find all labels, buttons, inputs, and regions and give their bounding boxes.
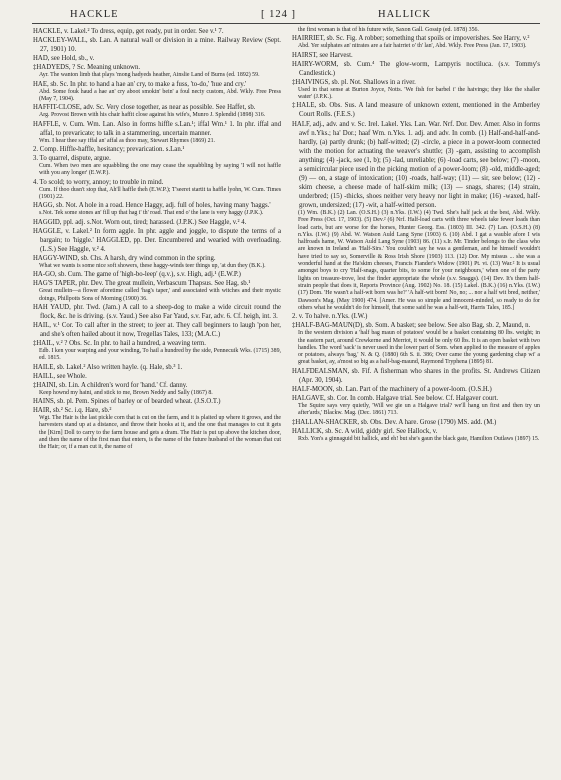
dictionary-entry: ‡HAIL, v.² ? Obs. Sc. In phr. to hail a hundred, a weaving term. <box>33 339 206 347</box>
dictionary-entry: HACKLE, v. Lakel.² To dress, equip, get ready, put in order. See v.¹ 7. <box>33 28 224 35</box>
dictionary-entry: ‡HALLAN-SHACKER, sb. Obs. Dev. A hare. Grose (1790) MS. add. (M.) <box>292 418 497 426</box>
dictionary-entry: HAIL, v.¹ Cor. To call after in the street; to jeer at. They call beginners to laugh 'pon her, and she's often hailed about it now, Tregellas Tales, 133; (M.A.C.) <box>33 321 281 338</box>
dictionary-entry: 2. Comp. Hiffle-haffle, hesitancy; prevarication. s.Lan.¹ <box>33 145 185 153</box>
dictionary-entry: HAG'S TAPER, phr. Dev. The great mullein, Verbascum Thapsus. See Hag, sb.¹ <box>33 280 251 288</box>
citation-quote: s.Not. Tek some stones an' fill up that hag i' th' road. That end o' the lane is very haggy (J.P.K.). <box>39 210 264 217</box>
dictionary-entry: HALGAVE, sb. Cor. In comb. Halgave trial. See below. Cf. Halgaver court. <box>292 394 499 402</box>
dictionary-entry: ‡HAIVINGS, sb. pl. Not. Shallows in a river. <box>292 78 416 86</box>
citation-quote: Abd. Some fouk haud a hae an' cry aboot smokin' bein' a foul necty custom, Abd. Wkly. Free Press (May 7, 1904). <box>39 88 281 102</box>
citation-quote: What we wants is some nice soft showers, these haggy-winds teer things up, 'at dun they (B.K.). <box>39 262 266 269</box>
header-right-guideword: HALLICK <box>378 9 432 20</box>
citation-quote: Great mullein—a flower aforetime called 'hag's taper,' and associated with witches and their mystic doings, Phillpotts Sons of Morning (1900) 36. <box>39 288 281 302</box>
dictionary-entry: HACKLEY-WALL, sb. Lan. A natural wall or division in a mine. Railway Review (Sept. 27, 1901) 10. <box>33 37 281 54</box>
dictionary-entry: HALLICK, sb. Sc. A wild, giddy girl. See Hallock, v. <box>292 427 438 435</box>
citation-quote: Abd. Yer sulphates an' nitrates are a fair hairriet o' th' lan', Abd. Wkly. Free Press (Jan. 17, 1903). <box>298 43 527 50</box>
citation-quote: (1) Wm. (B.K.) (2) Lan. (O.S.H.) (3) n.Yks. (I.W.) (4) Twd. She's half jack at the best, Abd. Wkly. Free Press (Oct. 17, 1903). (5) Dev.² (6) Nrf. Half-load carts with three wheels take fewer loads than load carts, but are worse for the horses, Hunter Georg. Ess. (1803) III. 342. (7) Lan. (O.S.H.) (8) n.Yks. (I.W.) (9) Abd. W. Watson Auld Lang Syne (1903) 6. (10) Abd. I gat a wauble afore I wis halfroads hame, W. Watson Auld Lang Syne (1903) 86. (11) s.Ir. Mr. Tinder belongs to the class who are known in Ireland as 'Half-Sirs.' You couldn't say he was a gentleman, and he himself wouldn't have tried to say so, Somerville & Ross Irish Shore (1903) 113. (12) Dor. My missus ... she was a wonderful hand at the Ha'skim cheeses, Francis Fiander's Widow (1901) Pt. vi. (13) War.² It is usual amongst boys to cry 'Half-snags, quarter bits, to some for your neighbours,' when one of the party lights on treasure-trove, lest the finder appropriate the whole (s.v. Snaggs). (14) Dev. It's them half-strain people that does it, Reports Province (Aug. 1902) No. 18. (15) Lakel. (B.K.) (16) n.Yks. (I.W.) (17) Dom. 'He wasn't a half-wit born was he?' 'A half-wit born! No, no; ... nor a half wit bred, neither,' Dawson's Mag. (May 1900) 474. [Amer. He was so simple and innocent-minded, so ready to do for others what he wouldn't do for himself, that some said he was a half-wit, Harris Tales, 185.] <box>298 209 540 311</box>
dictionary-entry: HALF-MOON, sb. Lan. Part of the machinery of a power-loom. (O.S.H.) <box>292 385 492 393</box>
citation-quote: Cum. When two men are squabbling the one may cease the squabbling by saying 'I will not haffle with you any longer' (E.W.P.). <box>39 163 281 177</box>
dictionary-entry: HALF, adj., adv. and v. Sc. Irel. Lakel. Yks. Lan. War. Nrf. Dor. Dev. Amer. Also in forms awf n.Yks.; ha' Dor.; haaf Wm. n.Yks. 1. adj. and adv. In comb. (1) Half-and-half-and-hardly, (a) partly drunk; (b) half-witted; (2) -circle, a piece in a power-loom connected with the motion for actuating the weaver's shuttle; (3) -gam, assisting to accomplish anything; (4) -jack, see (1, b); (5) -lad, unreliable; (6) -load carts, see below; (7) -moon, a semicircular piece used in the picking motion of a power-loom; (8) -old, middle-aged; (9) — on, a stage of intoxication; (10) -roads, half-way; (11) — sir, see below; (12) -skim cheese, a cheese made of half-skim milk; (13) — snags, shares; (14) strain, underbred; (15) -thicks, shoes neither very heavy nor light in make; (16) -waxed, half-grown, undersized; (17) -wit, a half-witted person. <box>292 120 540 209</box>
dictionary-entry: HAD, see Hold, sb., v. <box>33 55 95 63</box>
citation-quote: the first woman is that of his future wife, Saxon Gall. Gossip (ed. 1878) 356. <box>298 27 479 33</box>
dictionary-entry: HAIRY-WORM, sb. Cum.⁴ The glow-worm, Lampyris noctiluca. (s.v. Tommy's Candlestick.) <box>292 60 540 77</box>
citation-quote: The Squire says very quietly, 'Will we gie un a Halgave trial? we'll hang un first and then try un after'ards,' Blackw. Mag. (Dec. 1861) 713. <box>298 402 540 417</box>
dictionary-entry: ‡HALF-BAG-MAUN(D), sb. Som. A basket; see below. See also Bag, sb. 2, Maund, n. <box>292 322 531 330</box>
citation-quote: Used in that sense at Burton Joyce, Notts. 'We fish for barbel i' the haivings; they like the shaller water' (J.P.K.). <box>298 86 540 101</box>
dictionary-entry: HAFFLE, v. Cum. Wm. Lan. Also in forms hiffle s.Lan.¹; iffal Wm.¹ 1. In phr. iffal and affal, to prevaricate; to talk in a stammering, uncertain manner. <box>33 120 281 137</box>
citation-quote: Keep hownd my haini, and stick to me, Brown Neddy and Sally (1867) 8. <box>39 389 213 396</box>
dictionary-entry: HAE, sb. Sc. In phr. to hand a hae an' cry, to make a fuss, 'to-do,' 'hue and cry.' <box>33 80 247 88</box>
dictionary-entry: HAGGLE, v. Lakel.² In form aggle. In phr. aggle and joggle, to dispute the terms of a bargain; to 'higgle.' HAGGLED, pp. Der. Encumbered and wearied with overloading. (L.S.) See Haggle, v.² 4. <box>33 227 281 253</box>
dictionary-entry: HAIRRIET, sb. Sc. Fig. A robber; something that spoils or impoverishes. See Harry, v.² <box>292 35 530 43</box>
right-column <box>292 27 540 443</box>
dictionary-entry: ‡HADYEDS, ? Sc. Meaning unknown. <box>33 64 141 72</box>
citation-quote: Ayr. The wanton limb that plays 'mong hadyeds heather, Ainslie Land of Burns (ed. 1892) 59. <box>39 72 260 79</box>
dictionary-entry: HAGGID, ppl. adj. s.Not. Worn out, tired; harassed. (J.P.K.) See Haggle, v.² 4. <box>33 218 247 226</box>
dictionary-entry: HAGG, sb. Not. A hole in a road. Hence Haggy, adj. full of holes, having many 'haggs.' <box>33 202 271 210</box>
dictionary-entry: 3. To quarrel, dispute, argue. <box>33 154 111 162</box>
dictionary-entry: HAINS, sb. pl. Pem. Spines of barley or of bearded wheat. (J.S.O.T.) <box>33 398 221 406</box>
dictionary-entry: HA-GO, sb. Cum. The game of 'high-bo-leep' (q.v.), s.v. High, adj.¹ (E.W.P.) <box>33 271 241 279</box>
dictionary-entry: HAIRST, see Harvest. <box>292 51 353 59</box>
citation-quote: In the western division a 'half bag maun of potatoes' would be a basket containing 80 lbs. weight; in the eastern part, around Crewkerne and Merriot, it would be only 60 lbs. It is an open basket with two handles. The word 'sack' is never used in the lower part of Som. when applied to the measure of apples or potatoes, always 'bag,' N. & Q. (1880) 6th S. ii. 386; Over came the young gardening chap wi' a great basket, ay, a'most so big as a half-bag-maund, Raymond Tryphena (1895) 81. <box>298 330 540 366</box>
dictionary-entry: HAILL, see Whole. <box>33 372 87 380</box>
running-header <box>0 9 561 23</box>
header-left-guideword: HACKLE <box>70 9 119 20</box>
header-rule <box>32 23 540 24</box>
dictionary-entry: 2. v. To halve. n.Yks. (I.W.) <box>292 313 368 321</box>
citation-quote: Edb. I ken your warping and your winding, To hail a hundred by the side, Pennecuik Wks. (1715) 389, ed. 1815. <box>39 348 281 362</box>
left-column <box>33 27 281 452</box>
dictionary-entry: HALFDEALSMAN, sb. Fif. A fisherman who shares in the profits. St. Andrews Citizen (Apr. 30, 1904). <box>292 367 540 384</box>
citation-quote: Wm. I hear thee say iffal an' affal as thoo may, Stewart Rhymes (1869) 21. <box>39 137 215 144</box>
citation-quote: Arg. Provost Brown with his chair haffit close against his wife's, Munro J. Splendid (1898) 316. <box>39 112 266 119</box>
dictionary-entry: HAH YAUD, phr. Twd. (Jam.) A call to a sheep-dog to make a wide circuit round the flock, &c. he is driving. (s.v. Yaud.) See also Far Yaud, s.v. Far, adv. 6. Cf. heigh, int. 3. <box>33 303 281 320</box>
dictionary-entry: ‡HALE, sb. Obs. Sus. A land measure of unknown extent, mentioned in the Amberley Court Rolls. (F.E.S.) <box>292 102 540 119</box>
page-number: [ 124 ] <box>261 9 296 20</box>
dictionary-entry: HAILE, sb. Lakel.² Also written hayle. (q. Hale, sb.³ 1. <box>33 363 183 371</box>
citation-quote: Cum. If thoo dusn't stop that, Ah'll haffle theh (E.W.P.); T'seeret startit ta haffle lyohn, W. Cum. Times (1901) 22. <box>39 186 281 200</box>
dictionary-entry: ‡HAINI, sb. Lin. A children's word for 'hand.' Cf. danny. <box>33 381 188 389</box>
citation-quote: Wgt. The Hair is the last pickle corn that is cut on the farm, and it is plaited up where it grows, and the harvesters stand up at a distance, and throw their hooks at it, and the one that manages to cut it gets the [Kirn] Doll to carry to the farm house and gets a dram. The Hair is put up above the kitchen door, and then the name of the first man that enters, is the name of the future husband of the woman that cut the Hair; or, if a man cut it, the name of <box>39 415 281 451</box>
dictionary-entry: 4. To scold; to worry, annoy; to trouble in mind. <box>33 178 164 186</box>
citation-quote: Rxb. Yon's a ginnaguid bit hallick, and eh! but she's gaun the black gate, Hamilton Outlaws (1897) 15. <box>298 435 540 442</box>
dictionary-entry: HAFFIT-CLOSE, adv. Sc. Very close together, as near as possible. See Haffet, sb. <box>33 104 256 112</box>
dictionary-entry: HAIR, sb.² Sc. i.q. Hare, sb.² <box>33 407 112 415</box>
dictionary-entry: HAGGY-WIND, sb. Chs. A harsh, dry wind common in the spring. <box>33 254 216 262</box>
